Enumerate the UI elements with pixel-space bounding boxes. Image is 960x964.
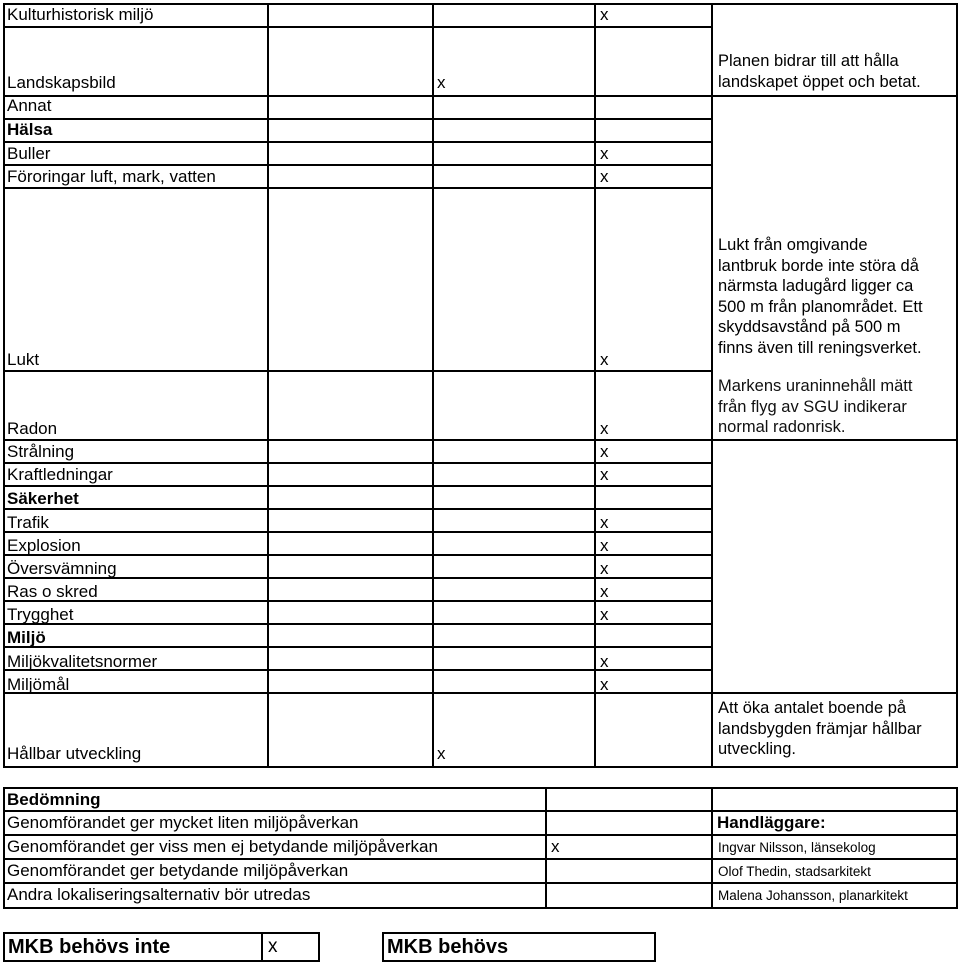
assessment-option: Genomförandet ger mycket liten miljöpåverkan: [7, 813, 359, 832]
mark-kraftledningar: x: [600, 465, 609, 484]
row-label-radon: Radon: [7, 419, 58, 438]
mkb-not-needed-label: MKB behövs inte: [8, 936, 171, 958]
mark-lukt: x: [600, 350, 609, 369]
assessment-heading: Bedömning: [7, 790, 101, 809]
row-label-fororingar: Föroringar luft, mark, vatten: [7, 167, 216, 186]
mark-explosion: x: [600, 536, 609, 555]
note-radon: Markens uraninnehåll mätt från flyg av SGU indikerar normal radonrisk.: [718, 377, 913, 437]
mark-radon: x: [600, 419, 609, 438]
row-label-miljokvalitetsnormer: Miljökvalitetsnormer: [7, 652, 158, 671]
row-label-buller: Buller: [7, 144, 51, 163]
row-label-miljomal: Miljömål: [7, 675, 70, 694]
row-label-trafik: Trafik: [7, 513, 49, 532]
row-label-kulturhistorisk: Kulturhistorisk miljö: [7, 5, 154, 24]
row-label-trygghet: Trygghet: [7, 605, 74, 624]
mark-trafik: x: [600, 513, 609, 532]
mark-ras-o-skred: x: [600, 582, 609, 601]
assessment-option: Genomförandet ger betydande miljöpåverkan: [7, 861, 349, 880]
row-label-ras-o-skred: Ras o skred: [7, 582, 98, 601]
row-label-explosion: Explosion: [7, 536, 81, 555]
row-label-lukt: Lukt: [7, 350, 40, 369]
row-label-kraftledningar: Kraftledningar: [7, 465, 113, 484]
mark-hallbar-utveckling: x: [437, 744, 446, 763]
section-heading-halsa: Hälsa: [7, 120, 53, 139]
note-hallbar-utveckling: Att öka antalet boende på landsbygden främjar hållbar utveckling.: [718, 699, 922, 759]
handlers-heading: Handläggare:: [717, 813, 826, 832]
note-lukt: Lukt från omgivande lantbruk borde inte störa då närmsta ladugård ligger ca 500 m från planområdet. Ett skyddsavstånd på 500 m finns även till reningsverket.: [718, 236, 923, 357]
mkb-not-needed-mark: x: [268, 936, 278, 957]
section-heading-sakerhet: Säkerhet: [7, 489, 79, 508]
row-label-hallbar-utveckling: Hållbar utveckling: [7, 744, 142, 763]
mark-oversvamning: x: [600, 559, 609, 578]
mark-buller: x: [600, 144, 609, 163]
handler-name: Olof Thedin, stadsarkitekt: [718, 864, 871, 879]
mark-trygghet: x: [600, 605, 609, 624]
row-label-annat: Annat: [7, 96, 52, 115]
section-heading-miljo: Miljö: [7, 628, 46, 647]
assessment-option: Andra lokaliseringsalternativ bör utredas: [7, 885, 311, 904]
handler-name: Ingvar Nilsson, länsekolog: [718, 840, 876, 855]
assessment-option-mark: x: [551, 837, 560, 856]
row-label-oversvamning: Översvämning: [7, 559, 117, 578]
mark-miljomal: x: [600, 675, 609, 694]
handler-name: Malena Johansson, planarkitekt: [718, 888, 908, 903]
mark-fororingar: x: [600, 167, 609, 186]
mark-stralning: x: [600, 442, 609, 461]
mark-miljokvalitetsnormer: x: [600, 652, 609, 671]
mark-kulturhistorisk: x: [600, 5, 609, 24]
mark-landskapsbild: x: [437, 73, 446, 92]
mkb-needed-label: MKB behövs: [387, 936, 509, 958]
note-landskapsbild: Planen bidrar till att hålla landskapet öppet och betat.: [718, 52, 921, 91]
row-label-landskapsbild: Landskapsbild: [7, 73, 116, 92]
row-label-stralning: Strålning: [7, 442, 75, 461]
assessment-option: Genomförandet ger viss men ej betydande miljöpåverkan: [7, 837, 438, 856]
